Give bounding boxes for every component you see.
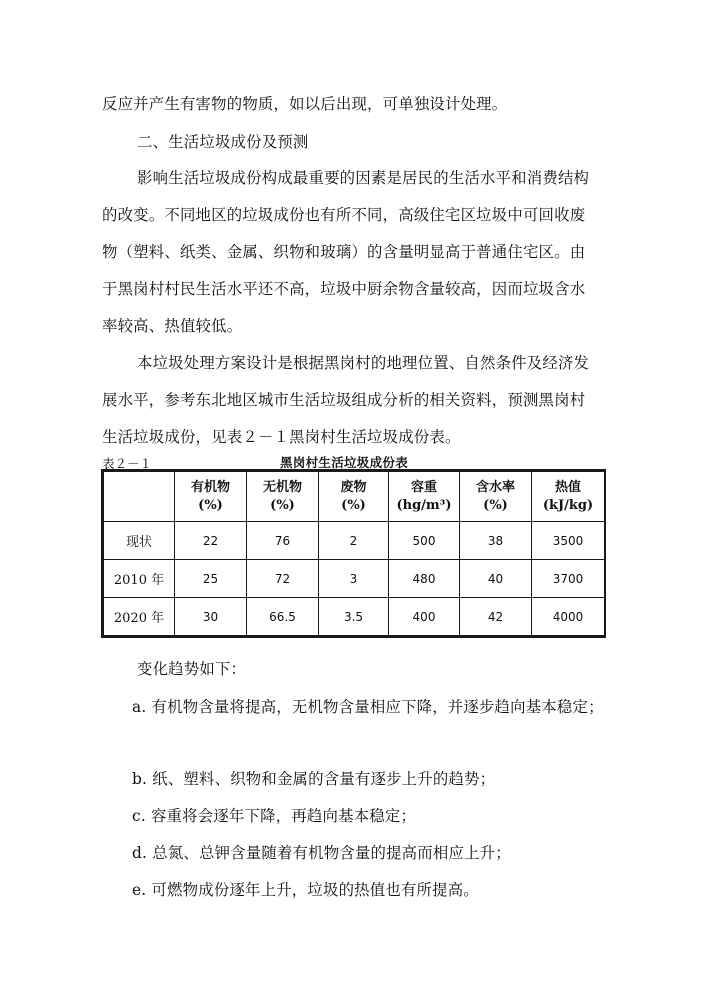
table-header-cell: 无机物 (%) [247,472,319,522]
table-row [104,560,605,598]
paragraph-line: 影响生活垃圾成份构成最重要的因素是居民的生活水平和消费结构 [137,169,590,187]
trend-item: c. 容重将会逐年下降，再趋向基本稳定； [132,807,417,825]
table-title: 黑岗村生活垃圾成份表 [280,455,409,470]
paragraph-line: 物（塑料、纸类、金属、织物和玻璃）的含量明显高于普通住宅区。由 [102,243,586,261]
trend-intro: 变化趋势如下： [137,660,247,678]
table-cell: 22 [175,522,247,560]
table-header-cell: 热值 (kJ/kg) [532,472,605,522]
table-header-cell: 容重 (hg/m³) [389,472,460,522]
table-cell: 3.5 [319,598,389,636]
table-header-cell: 含水率 (%) [460,472,532,522]
table-header-cell: 有机物 (%) [175,472,247,522]
paragraph-line: 本垃圾处理方案设计是根据黑岗村的地理位置、自然条件及经济发 [137,354,590,372]
paragraph-line: 的改变。不同地区的垃圾成份也有所不同，高级住宅区垃圾中可回收废 [102,206,586,224]
table-cell: 3700 [532,560,605,598]
table-cell: 42 [460,598,532,636]
paragraph-line: 生活垃圾成份，见表２－１黑岗村生活垃圾成份表。 [102,428,461,446]
table-cell: 480 [389,560,460,598]
composition-table [101,469,606,638]
trend-item: a. 有机物含量将提高，无机物含量相应下降，并逐步趋向基本稳定； [132,698,604,716]
table-label: 表２－１ [102,456,153,471]
table-cell: 4000 [532,598,605,636]
table-cell: 38 [460,522,532,560]
table-cell: 40 [460,560,532,598]
paragraph-line: 反应并产生有害物的物质，如以后出现，可单独设计处理。 [102,95,508,113]
row-label: 现状 [104,522,175,560]
row-label: 2020 年 [104,598,175,636]
table-cell: 3500 [532,522,605,560]
table-header-cell: 废物 (%) [319,472,389,522]
table-cell: 30 [175,598,247,636]
row-label: 2010 年 [104,560,175,598]
trend-item: d. 总氮、总钾含量随着有机物含量的提高而相应上升； [132,844,511,862]
paragraph-line: 展水平，参考东北地区城市生活垃圾组成分析的相关资料，预测黑岗村 [102,391,586,409]
paragraph-line: 率较高、热值较低。 [102,317,243,335]
trend-item: e. 可燃物成份逐年上升，垃圾的热值也有所提高。 [132,881,479,899]
table-cell: 66.5 [247,598,319,636]
table-cell: 25 [175,560,247,598]
trend-item: b. 纸、塑料、织物和金属的含量有逐步上升的趋势； [132,770,496,788]
table-cell: 72 [247,560,319,598]
table-corner-cell [104,472,175,522]
table-cell: 2 [319,522,389,560]
paragraph-line: 于黑岗村村民生活水平还不高，垃圾中厨余物含量较高，因而垃圾含水 [102,280,586,298]
table-cell: 500 [389,522,460,560]
table-cell: 76 [247,522,319,560]
table-cell: 3 [319,560,389,598]
table-cell: 400 [389,598,460,636]
table-row [104,522,605,560]
table-header-row [104,472,605,522]
table-row [104,598,605,636]
section-heading: 二、生活垃圾成份及预测 [137,133,309,151]
